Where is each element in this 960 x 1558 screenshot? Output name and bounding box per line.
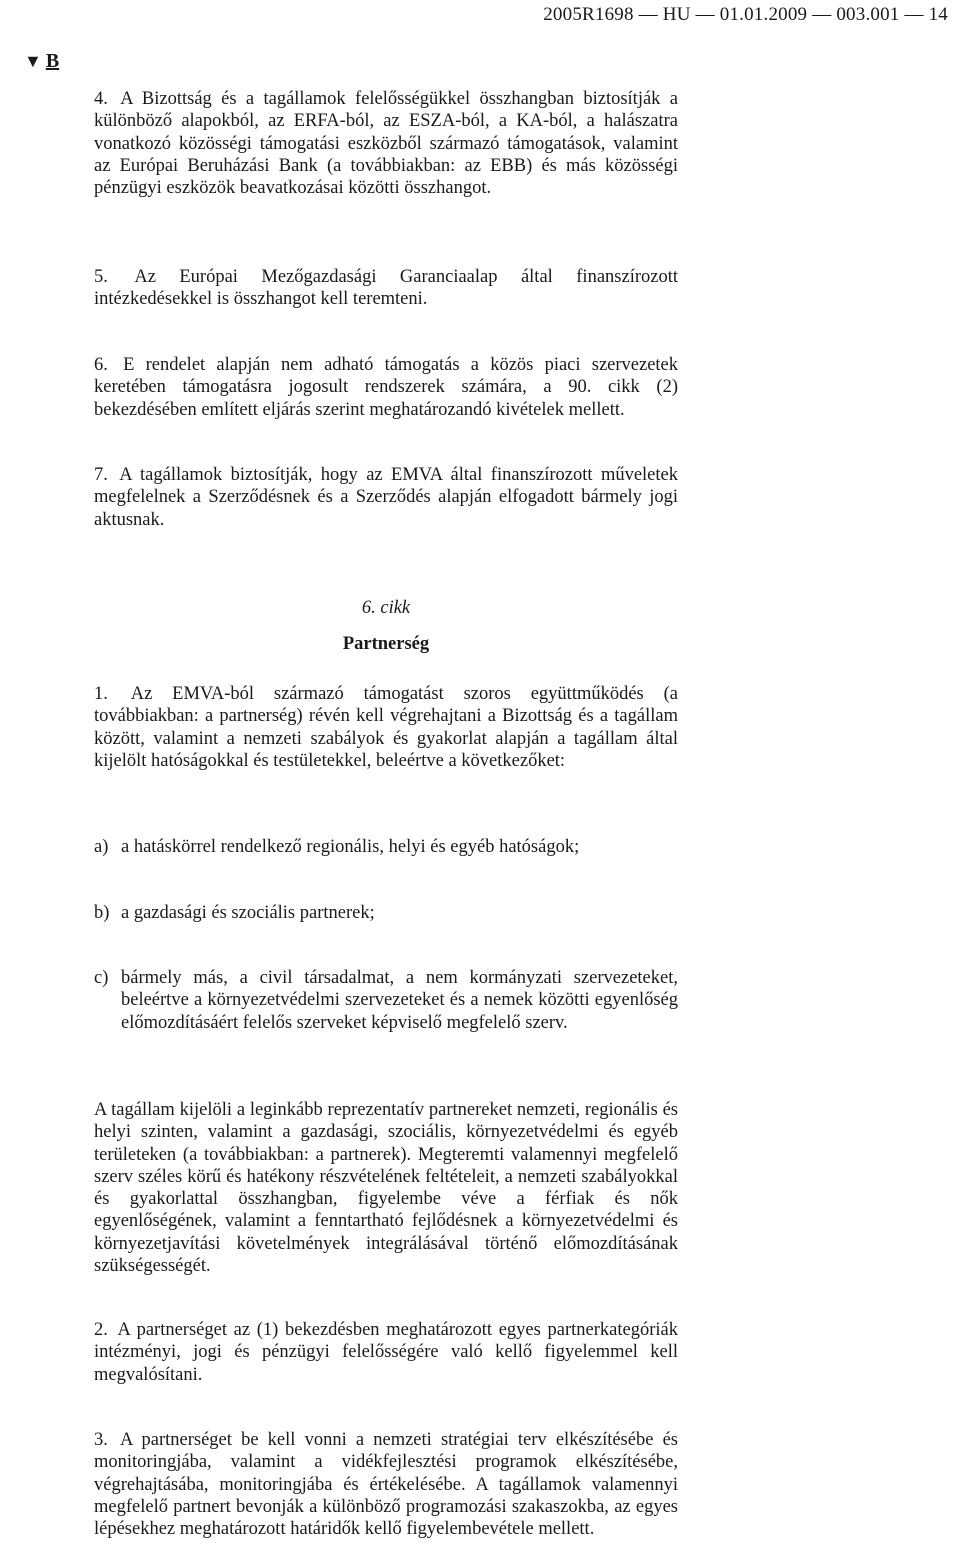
list-text: bármely más, a civil társadalmat, a nem kormányzati szervezeteket, beleértve a környezetvédelmi szervezeteket és a nemek közötti egyenlőség előmozdításáért felelős szerveket képviselő megfelelő szerv.	[121, 968, 678, 1033]
paragraph-number: 2.	[94, 1320, 108, 1340]
paragraph-7	[94, 464, 678, 531]
list-label: a)	[94, 837, 109, 857]
article-title: Partnerség	[342, 634, 430, 654]
document-header-id: 2005R1698 — HU — 01.01.2009 — 003.001 — 14	[543, 4, 948, 25]
marker-letter[interactable]: B	[45, 50, 60, 72]
paragraph-6	[94, 354, 678, 421]
paragraph-text: A partnerséget be kell vonni a nemzeti stratégiai terv elkészítésébe és monitoringjába, valamint a vidékfejlesztési programok elkészítésébe, végrehajtásába, monitoringjába és értékelésébe. A tagállamok valamennyi megfelelő partnert bevonják a különböző programozási szakaszokba, az egyes lépésekhez meghatározott határidők kellő figyelembevétele mellett.	[94, 1430, 678, 1540]
paragraph-4	[94, 88, 678, 199]
article-number: 6. cikk	[361, 598, 411, 618]
paragraph-number: 1.	[94, 684, 108, 704]
article-paragraph-1-continuation	[94, 1099, 678, 1277]
paragraph-number: 5.	[94, 267, 108, 287]
list-label: c)	[94, 968, 109, 988]
paragraph-text: A tagállamok biztosítják, hogy az EMVA által finanszírozott műveletek megfelelnek a Szerződésnek és a Szerződés alapján elfogadott bármely jogi aktusnak.	[94, 465, 678, 530]
list-label: b)	[94, 903, 110, 923]
article-paragraph-2	[94, 1319, 678, 1386]
list-text: a gazdasági és szociális partnerek;	[121, 903, 375, 923]
paragraph-text: Az EMVA-ból származó támogatást szoros együttműködés (a továbbiakban: a partnerség) révén kell végrehajtani a Bizottság és a tagállam között, valamint a nemzeti szabályok és gyakorlat alapján a tagállam által kijelölt hatóságokkal és testületekkel, beleértve a következőket:	[94, 684, 678, 771]
article-paragraph-3	[94, 1429, 678, 1540]
list-text: a hatáskörrel rendelkező regionális, helyi és egyéb hatóságok;	[121, 837, 580, 857]
paragraph-number: 7.	[94, 465, 108, 485]
article-paragraph-1	[94, 683, 678, 772]
paragraph-text: Az Európai Mezőgazdasági Garanciaalap által finanszírozott intézkedésekkel is összhangot kell teremteni.	[94, 267, 678, 310]
paragraph-text: A partnerséget az (1) bekezdésben meghatározott egyes partnerkategóriák intézményi, jogi és pénzügyi felelősségére való kellő figyelemmel kell megvalósítani.	[94, 1320, 678, 1385]
paragraph-number: 6.	[94, 355, 108, 375]
triangle-down-icon: ▼	[24, 51, 42, 71]
paragraph-number: 3.	[94, 1430, 108, 1450]
paragraph-text: E rendelet alapján nem adható támogatás a közös piaci szervezetek keretében támogatásra jogosult rendszerek számára, a 90. cikk (2) bekezdésében említett eljárás szerint meghatározandó kivételek mellett.	[94, 355, 679, 420]
list-item-b	[94, 902, 678, 924]
paragraph-text: A tagállam kijelöli a leginkább reprezentatív partnereket nemzeti, regionális és helyi szinten, valamint a gazdasági, szociális, környezetvédelmi és egyéb területeken (a továbbiakban: a partnerek). Megteremti valamennyi megfelelő szerv széles körű és hatékony részvételének feltételeit, a nemzeti szabályokkal és gyakorlattal összhangban, figyelembe véve a férfiak és nők egyenlőségének, valamint a fenntartható fejlődésnek a környezetvédelmi és környezetjavítási követelmények integrálásával történő előmozdításának szükségességét.	[94, 1100, 678, 1277]
paragraph-text: A Bizottság és a tagállamok felelősségükkel összhangban biztosítják a különböző alapokból, az ERFA-ból, az ESZA-ból, a KA-ból, a halászatra vonatkozó közösségi támogatási eszközből származó támogatások, valamint az Európai Beruházási Bank (a továbbiakban: az EBB) és más közösségi pénzügyi eszközök beavatkozásai közötti összhangot.	[94, 89, 678, 199]
list-item-c	[94, 967, 678, 1034]
paragraph-number: 4.	[94, 89, 108, 109]
amendment-marker[interactable]	[24, 50, 59, 73]
paragraph-5	[94, 266, 678, 311]
list-item-a	[94, 836, 678, 858]
